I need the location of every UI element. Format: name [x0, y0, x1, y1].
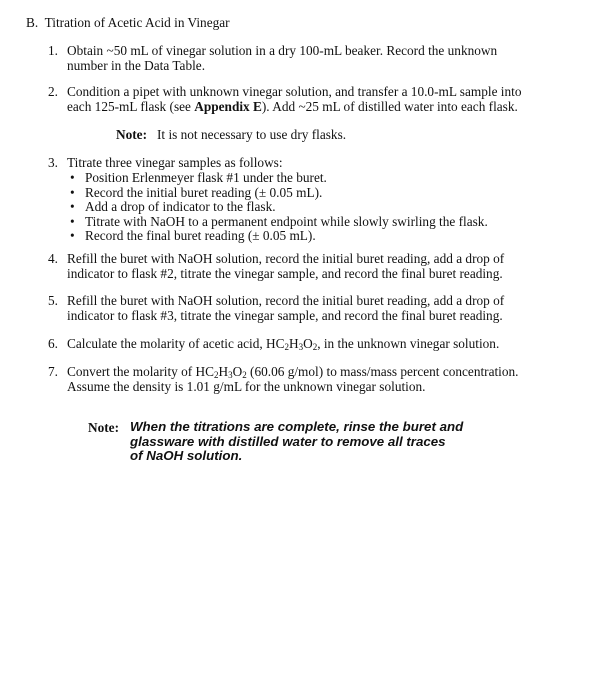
- step-text: (60.06 g/mol) to mass/mass percent concentration.: [246, 364, 519, 379]
- formula-subscript: 2: [242, 370, 247, 380]
- step-number: 3.: [48, 155, 58, 170]
- section-heading: [26, 15, 230, 30]
- step-body: [67, 336, 577, 351]
- note-text: It is not necessary to use dry flasks.: [157, 127, 347, 142]
- bullet-text: Add a drop of indicator to the flask.: [85, 199, 276, 214]
- note-label: Note:: [88, 420, 120, 435]
- bullet-icon: •: [70, 199, 75, 214]
- step-text: Convert the molarity of: [67, 364, 196, 379]
- acetic-acid-formula: [196, 364, 247, 379]
- section-title-text: Titration of Acetic Acid in Vinegar: [44, 15, 230, 30]
- formula-part: HC: [195, 364, 214, 379]
- step-number: 4.: [48, 251, 58, 266]
- formula-part: H: [218, 364, 229, 379]
- step-number: 6.: [48, 336, 58, 351]
- formula-part: HC: [266, 336, 285, 351]
- step-line: Refill the buret with NaOH solution, record the initial buret reading, add a drop of: [67, 251, 505, 266]
- note-line: When the titrations are complete, rinse the buret and: [130, 419, 464, 434]
- note-label: Note:: [116, 127, 148, 142]
- list-item: [67, 199, 488, 214]
- note-dry-flasks: [116, 127, 346, 142]
- list-item: [67, 214, 488, 229]
- step-line: Refill the buret with NaOH solution, record the initial buret reading, add a drop of: [67, 293, 505, 308]
- step-line: Assume the density is 1.01 g/mL for the unknown vinegar solution.: [67, 379, 426, 394]
- titration-bullet-list: [67, 170, 488, 243]
- bullet-icon: •: [70, 213, 75, 229]
- step-body: [67, 364, 577, 394]
- list-item: [67, 185, 488, 200]
- note-line: glassware with distilled water to remove all traces: [130, 433, 446, 449]
- formula-part: O: [303, 336, 313, 351]
- step-line: Obtain ~50 mL of vinegar solution in a dry 100-mL beaker. Record the unknown: [67, 43, 498, 58]
- list-item: [67, 170, 488, 185]
- formula-subscript: 2: [284, 342, 289, 352]
- section-letter: B.: [26, 15, 39, 30]
- step-text: ). Add ~25 mL of distilled water into each flask.: [261, 99, 518, 114]
- step-number: 7.: [48, 364, 58, 379]
- formula-subscript: 2: [312, 342, 318, 352]
- acetic-acid-formula: [266, 336, 317, 351]
- formula-subscript: 3: [298, 342, 304, 352]
- step-text: each 125-mL flask (see: [67, 99, 195, 114]
- appendix-reference: Appendix E: [194, 99, 262, 114]
- step-line: Condition a pipet with unknown vinegar solution, and transfer a 10.0-mL sample into: [67, 84, 522, 99]
- step-number: 5.: [48, 293, 58, 308]
- bullet-icon: •: [70, 170, 75, 185]
- step-number: 2.: [48, 84, 58, 99]
- step-body: [67, 293, 577, 323]
- step-line: indicator to flask #3, titrate the vinegar sample, and record the final buret reading.: [67, 308, 503, 323]
- list-item: [67, 228, 488, 243]
- step-line: Titrate three vinegar samples as follows:: [67, 155, 283, 170]
- bullet-text: Position Erlenmeyer flask #1 under the buret.: [85, 170, 327, 185]
- bullet-text: Titrate with NaOH to a permanent endpoint while slowly swirling the flask.: [85, 213, 488, 229]
- step-line: [67, 99, 577, 114]
- step-line: [67, 336, 577, 351]
- bullet-icon: •: [70, 184, 75, 200]
- bullet-text: Record the final buret reading (± 0.05 mL).: [85, 228, 316, 243]
- note-message: [130, 420, 530, 464]
- step-line: indicator to flask #2, titrate the vinegar sample, and record the final buret reading.: [67, 266, 503, 281]
- note-line: of NaOH solution.: [130, 448, 243, 463]
- step-body: [67, 84, 577, 114]
- step-text: Calculate the molarity of acetic acid,: [67, 336, 266, 351]
- bullet-text: Record the initial buret reading (± 0.05 mL).: [85, 184, 323, 200]
- formula-subscript: 2: [214, 370, 219, 380]
- formula-part: O: [232, 364, 243, 379]
- formula-part: H: [288, 336, 299, 351]
- step-body: [67, 155, 577, 170]
- step-text: , in the unknown vinegar solution.: [317, 336, 500, 351]
- step-line: [67, 364, 577, 379]
- step-body: [67, 251, 577, 281]
- step-line: number in the Data Table.: [67, 58, 206, 73]
- step-number: 1.: [48, 43, 58, 58]
- bullet-icon: •: [70, 228, 75, 243]
- formula-subscript: 3: [228, 370, 233, 380]
- step-body: [67, 43, 577, 73]
